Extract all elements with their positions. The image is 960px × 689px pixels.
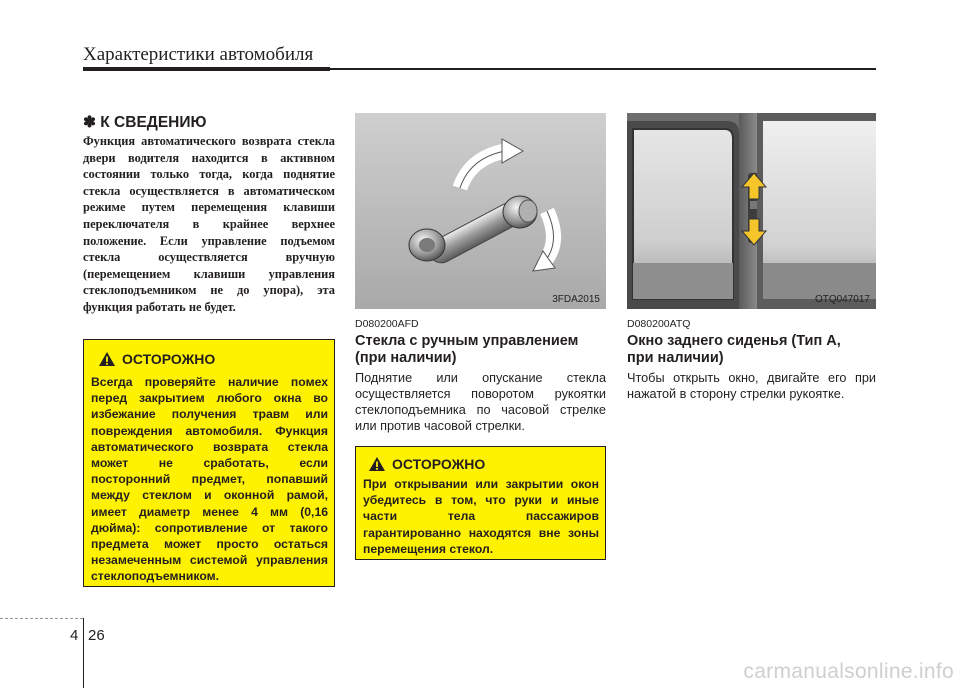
section-body: Поднятие или опускание стекла осуществляется поворотом рукоятки стеклоподъемника по часовой стрелке или против часовой стрелки. <box>355 371 606 433</box>
section-code: D080200AFD <box>355 318 419 330</box>
warning-title: ОСТОРОЖНО <box>392 456 486 472</box>
warning-body: Всегда проверяйте наличие помех перед закрытием любого окна во избежание получения травм или повреждения автомобиля. Функция автоматического возврата стекла может не сработать, если посторонний предмет, попавший между стеклом и оконной рамой, имеет диаметр менее 4 мм (0,16 дюйма): сопротивление от такого предмета может просто остаться незамеченным системой управления стеклоподъемником. <box>91 375 328 584</box>
header-rule-thin <box>330 68 876 70</box>
warning-body: При открывании или закрытии окон убедитесь в том, что руки и иные части тела пассажиров гарантированно находятся вне зоны перемещения стекол. <box>363 477 599 556</box>
warning-box-2 <box>355 446 606 560</box>
warning-box-1 <box>83 339 335 587</box>
header-rule <box>83 67 330 71</box>
warning-triangle-icon <box>368 456 386 472</box>
section-code: D080200ATQ <box>627 318 691 330</box>
section-title: Окно заднего сиденья (Тип А, при наличии) <box>627 333 841 366</box>
footer-divider <box>0 618 83 619</box>
figure-code: OTQ047017 <box>814 294 870 305</box>
watermark: carmanualsonline.info <box>743 660 954 683</box>
info-heading: ✽ К СВЕДЕНИЮ <box>83 114 207 131</box>
rear-window-figure <box>627 113 876 309</box>
info-body: Функция автоматического возврата стекла двери водителя находится в активном состоянии только тогда, когда поднятие стекла осуществляется в автоматическом режиме путем перемещения клавиши переключателя в крайнее верхнее положение. Если управление подъемом стекла осуществляется вручную (перемещением клавиши управления стеклоподъемником не до упора), эта функция работать не будет. <box>83 134 335 314</box>
section-body: Чтобы открыть окно, двигайте его при нажатой в сторону стрелки рукоятке. <box>627 371 876 401</box>
figure-code: 3FDA2015 <box>552 294 600 305</box>
footer-rule <box>83 618 84 688</box>
crank-handle-figure <box>355 113 606 309</box>
section-title: Стекла с ручным управлением (при наличии) <box>355 333 579 366</box>
header-title: Характеристики автомобиля <box>83 44 314 65</box>
warning-title: ОСТОРОЖНО <box>122 351 216 367</box>
warning-triangle-icon <box>98 351 116 367</box>
rear-window-illustration <box>627 113 876 309</box>
crank-handle-illustration <box>355 113 606 309</box>
chapter-number: 4 <box>70 627 79 644</box>
page-number: 26 <box>88 627 105 644</box>
warning-header <box>98 351 215 367</box>
warning-header <box>368 456 485 472</box>
